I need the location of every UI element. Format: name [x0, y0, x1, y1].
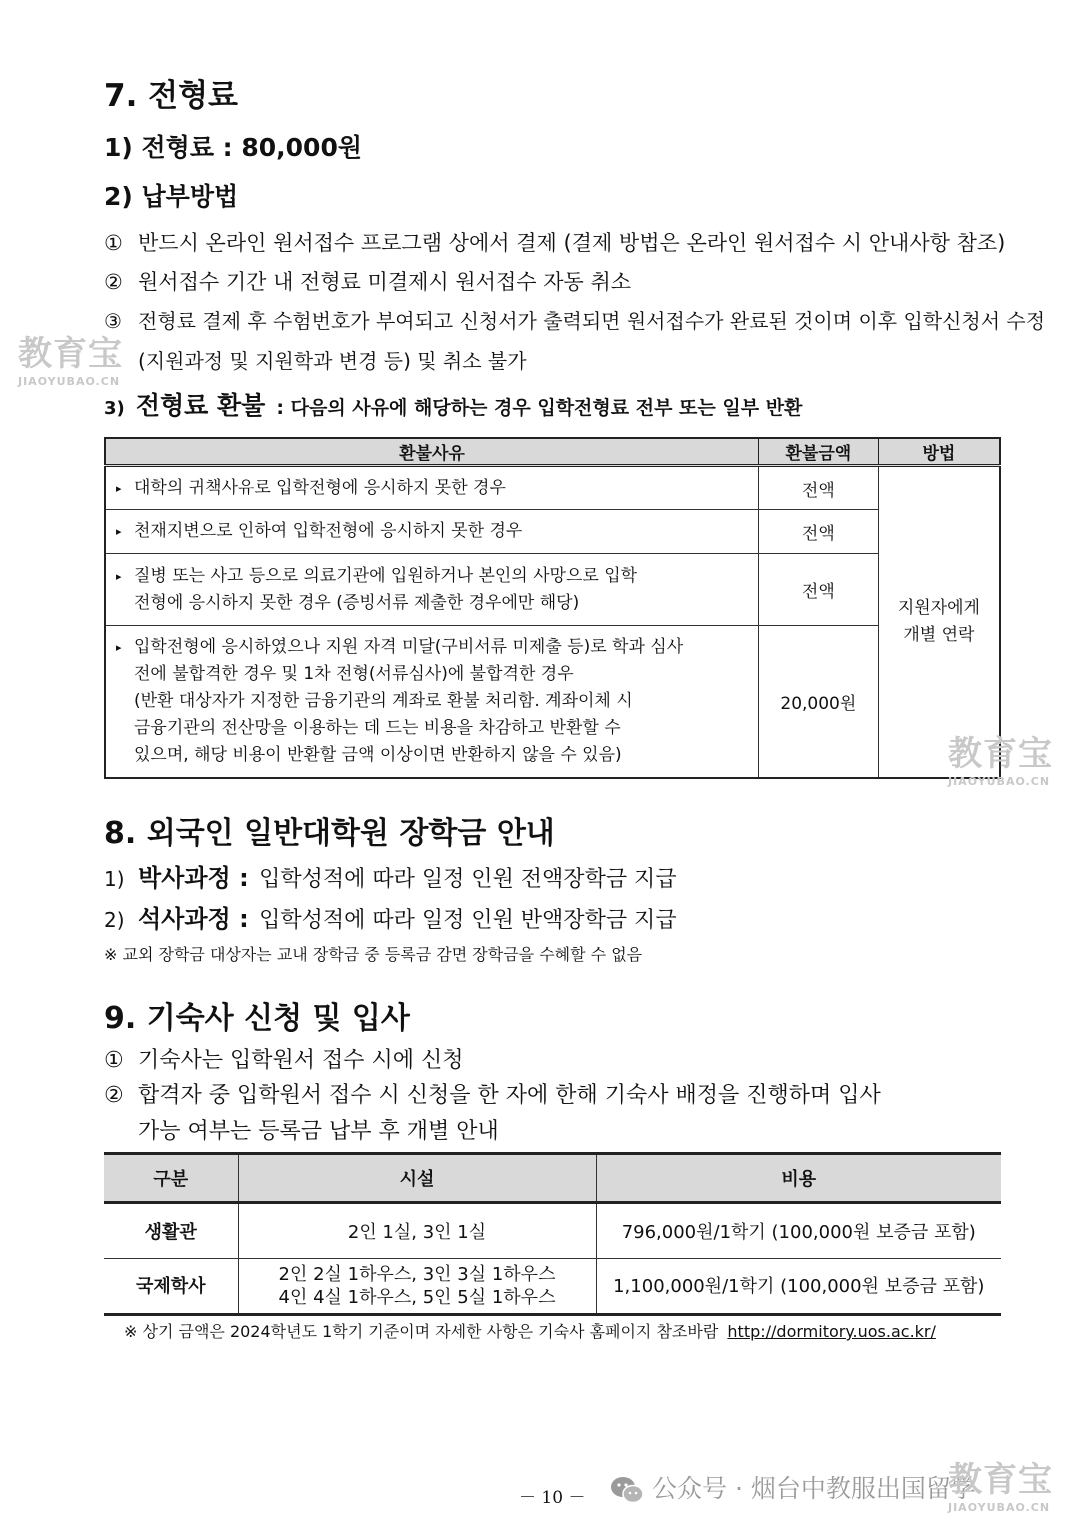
dorm-note-text: ※ 상기 금액은 2024학년도 1학기 기준이며 자세한 사항은 기숙사 홈페이지 참조바람	[124, 1322, 719, 1341]
payment-item-3	[104, 305, 1045, 334]
item-label: 박사과정 :	[138, 864, 249, 892]
scholarship-phd	[104, 858, 677, 893]
watermark-site-text: JIAOYUBAO.CN	[18, 375, 121, 388]
watermark-logo-text: 教育宝	[18, 334, 123, 374]
table-row	[105, 510, 1000, 554]
dorm-name: 국제학사	[135, 1275, 206, 1297]
scholarship-masters	[104, 899, 677, 934]
section-9-title: 9. 기숙사 신청 및 입사	[104, 1001, 410, 1036]
refund-amount: 전액	[758, 554, 878, 626]
reason-line: 전형에 응시하지 못한 경우 (증빙서류 제출한 경우에만 해당)	[134, 592, 580, 613]
refund-amount: 전액	[758, 466, 878, 510]
refund-amount: 전액	[758, 510, 878, 554]
watermark-logo	[948, 1452, 1053, 1514]
dormitory-link[interactable]: http://dormitory.uos.ac.kr/	[727, 1322, 936, 1341]
refund-title: 전형료 환불	[135, 391, 266, 420]
payment-item-3-cont: (지원과정 및 지원학과 변경 등) 및 취소 불가	[138, 349, 527, 373]
dorm-cost: 796,000원/1학기 (100,000원 보증금 포함)	[596, 1203, 1001, 1259]
col-header: 비용	[596, 1154, 1001, 1203]
section-8-title: 8. 외국인 일반대학원 장학금 안내	[104, 816, 555, 851]
col-header: 환불금액	[758, 438, 878, 466]
reason-line: 전에 불합격한 경우 및 1차 전형(서류심사)에 불합격한 경우	[134, 663, 574, 684]
dorm-name: 생활관	[104, 1203, 238, 1259]
refund-description: : 다음의 사유에 해당하는 경우 입학전형료 전부 또는 일부 반환	[276, 397, 803, 419]
table-row	[104, 1259, 1001, 1315]
dorm-cost: 1,100,000원/1학기 (100,000원 보증금 포함)	[596, 1259, 1001, 1315]
table-row	[105, 466, 1000, 510]
watermark-site-text: JIAOYUBAO.CN	[948, 1501, 1051, 1514]
dorm-item-2-cont: 가능 여부는 등록금 납부 후 개별 안내	[138, 1119, 499, 1144]
bullet-icon: ▸	[116, 640, 122, 654]
col-header: 시설	[238, 1154, 596, 1203]
dorm-note	[124, 1319, 936, 1342]
col-header: 방법	[878, 438, 1000, 466]
item-number: 1)	[104, 867, 125, 891]
refund-amount: 20,000원	[758, 626, 878, 778]
table-row	[105, 626, 1000, 778]
bullet-icon: ▸	[116, 525, 122, 538]
item-number: 2)	[104, 908, 125, 932]
payment-item-2	[104, 266, 631, 296]
item-number: ②	[104, 1083, 124, 1108]
item-text: 반드시 온라인 원서접수 프로그램 상에서 결제 (결제 방법은 온라인 원서접수 시 안내사항 참조)	[138, 231, 1006, 255]
reason-line: 대학의 귀책사유로 입학전형에 응시하지 못한 경우	[134, 477, 506, 498]
refund-reason	[105, 466, 758, 510]
dorm-facility: 2인 1실, 3인 1실	[238, 1203, 596, 1259]
watermark-logo	[948, 726, 1053, 788]
reason-line: 입학전형에 응시하였으나 지원 자격 미달(구비서류 미제출 등)로 학과 심사	[134, 636, 684, 657]
payment-item-1	[104, 227, 1005, 257]
item-number: ③	[104, 309, 122, 333]
wechat-credit	[610, 1469, 976, 1505]
facility-line: 4인 4실 1하우스, 5인 5실 1하우스	[278, 1287, 556, 1308]
item-text: 입학성적에 따라 일정 인원 반액장학금 지급	[259, 908, 677, 933]
method-line: 지원자에게	[897, 597, 980, 618]
refund-heading	[104, 386, 802, 422]
reason-line: 있으며, 해당 비용이 반환할 금액 이상이면 반환하지 않을 수 있음)	[134, 744, 622, 765]
wechat-icon	[610, 1475, 644, 1505]
dormitory-table-header	[104, 1154, 1001, 1203]
section-7-title: 7. 전형료	[104, 78, 238, 114]
dorm-item-2	[104, 1078, 881, 1109]
payment-method-heading: 2) 납부방법	[104, 182, 239, 211]
facility-line: 2인 2실 1하우스, 3인 3실 1하우스	[278, 1264, 556, 1285]
refund-table	[104, 437, 1001, 779]
item-text: 원서접수 기간 내 전형료 미결제시 원서접수 자동 취소	[138, 270, 632, 294]
wechat-credit-text: 公众号 · 烟台中教服出国留学	[652, 1474, 976, 1503]
refund-reason	[105, 554, 758, 626]
refund-table-header	[105, 438, 1000, 466]
table-row	[105, 554, 1000, 626]
page-number: － 10 －	[519, 1488, 586, 1508]
table-row	[104, 1203, 1001, 1259]
item-text: 전형료 결제 후 수험번호가 부여되고 신청서가 출력되면 원서접수가 완료된 것이며 이후 입학신청서 수정	[138, 309, 1046, 333]
dorm-facility	[238, 1259, 596, 1315]
reason-line: (반환 대상자가 지정한 금융기관의 계좌로 환불 처리함. 계좌이체 시	[134, 690, 633, 711]
item-number: ①	[104, 231, 123, 255]
bullet-icon: ▸	[116, 481, 122, 495]
bullet-icon: ▸	[116, 569, 122, 583]
item-number: ②	[104, 270, 123, 294]
item-label: 석사과정 :	[138, 905, 249, 933]
item-text: 기숙사는 입학원서 접수 시에 신청	[138, 1048, 464, 1073]
watermark-logo	[18, 326, 123, 388]
watermark-logo-text: 教育宝	[948, 734, 1053, 774]
refund-reason	[105, 510, 758, 554]
reason-line: 질병 또는 사고 등으로 의료기관에 입원하거나 본인의 사망으로 입학	[134, 565, 638, 586]
reason-line: 천재지변으로 인하여 입학전형에 응시하지 못한 경우	[134, 521, 523, 541]
method-line: 개별 연락	[903, 624, 975, 645]
refund-reason	[105, 626, 758, 778]
dormitory-table	[104, 1152, 1001, 1316]
dorm-item-1	[104, 1043, 464, 1074]
watermark-site-text: JIAOYUBAO.CN	[948, 775, 1051, 788]
reason-line: 금융기관의 전산망을 이용하는 데 드는 비용을 차감하고 반환할 수	[134, 717, 621, 738]
scholarship-note: ※ 교외 장학금 대상자는 교내 장학금 중 등록금 감면 장학금을 수혜할 수 없음	[104, 945, 643, 964]
refund-number: 3)	[104, 398, 125, 419]
watermark-logo-text: 教育宝	[948, 1460, 1053, 1500]
item-number: ①	[104, 1048, 124, 1073]
fee-heading: 1) 전형료 : 80,000원	[104, 133, 363, 162]
col-header: 환불사유	[105, 438, 758, 466]
item-text: 합격자 중 입학원서 접수 시 신청을 한 자에 한해 기숙사 배정을 진행하며 입사	[138, 1083, 881, 1108]
item-text: 입학성적에 따라 일정 인원 전액장학금 지급	[259, 867, 677, 892]
col-header: 구분	[104, 1154, 238, 1203]
